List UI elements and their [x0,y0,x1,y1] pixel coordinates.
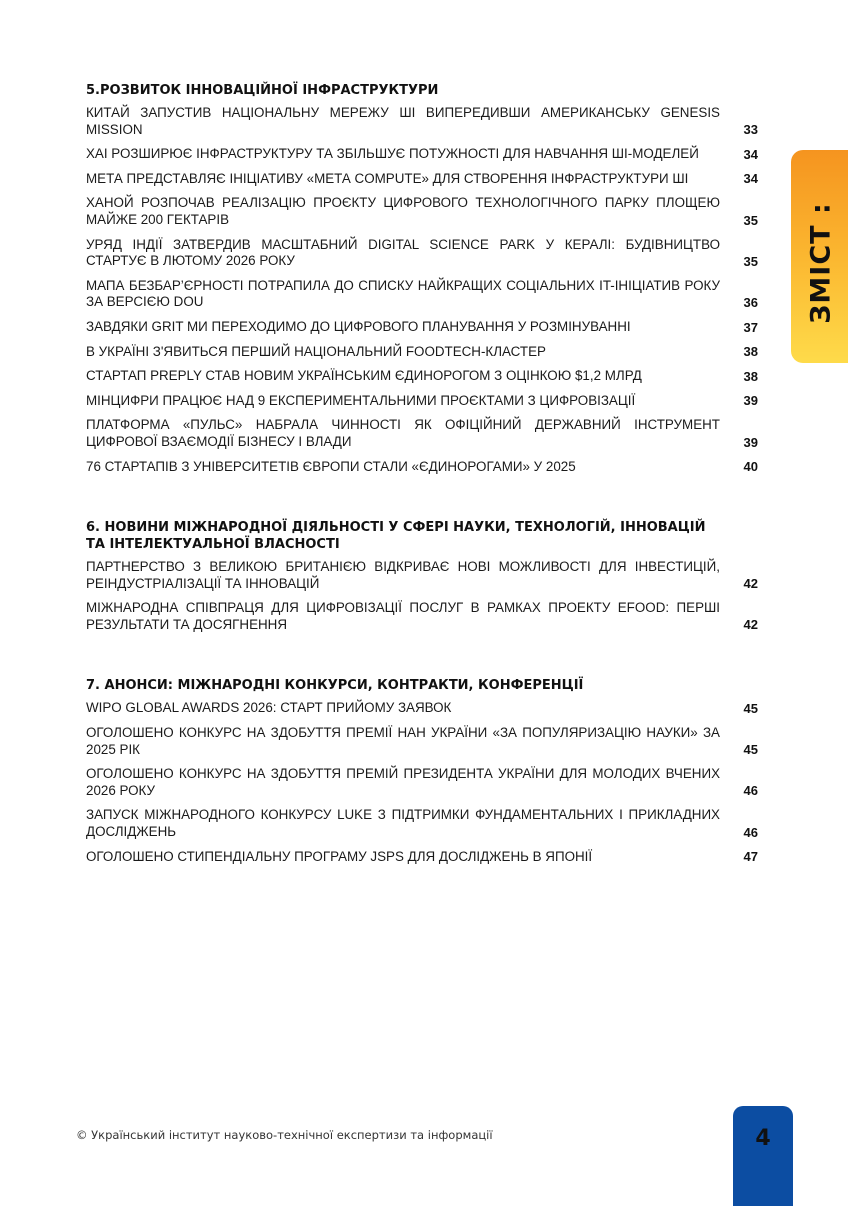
entry-page-number: 40 [743,459,758,475]
toc-entry[interactable] [86,368,758,385]
entry-page-number: 35 [743,253,758,269]
page-number: 4 [755,1126,771,1151]
entry-page-number: 42 [743,617,758,633]
entry-page-number: 33 [743,122,758,138]
entry-title: КИТАЙ ЗАПУСТИВ НАЦІОНАЛЬНУ МЕРЕЖУ ШІ ВИПЕРЕДИВШИ АМЕРИКАНСЬКУ GENESIS MISSION [86,105,720,137]
entry-title: ПАРТНЕРСТВО З ВЕЛИКОЮ БРИТАНІЄЮ ВІДКРИВАЄ НОВІ МОЖЛИВОСТІ ДЛЯ ІНВЕСТИЦІЙ, РЕІНДУСТРІАЛІЗАЦІЇ ТА ІННОВАЦІЙ [86,559,720,591]
toc-entry[interactable] [86,725,758,758]
toc-entry[interactable] [86,700,758,717]
entry-title: ХАІ РОЗШИРЮЄ ІНФРАСТРУКТУРУ ТА ЗБІЛЬШУЄ ПОТУЖНОСТІ ДЛЯ НАВЧАННЯ ШІ-МОДЕЛЕЙ [86,146,699,162]
toc-entry[interactable] [86,393,758,410]
entry-page-number: 34 [743,171,758,187]
page-number-box [733,1106,793,1206]
entry-title: ЗАВДЯКИ GRIT МИ ПЕРЕХОДИМО ДО ЦИФРОВОГО ПЛАНУВАННЯ У РОЗМІНУВАННІ [86,318,631,334]
toc-entry[interactable] [86,237,758,270]
entry-page-number: 36 [743,294,758,310]
entry-title: ЗАПУСК МІЖНАРОДНОГО КОНКУРСУ LUKE З ПІДТРИМКИ ФУНДАМЕНТАЛЬНИХ І ПРИКЛАДНИХ ДОСЛІДЖЕНЬ [86,807,720,840]
toc-entry[interactable] [86,600,758,633]
toc-entry[interactable] [86,195,758,228]
toc-entry[interactable] [86,105,758,138]
footer-copyright: © Український інститут науково-технічної експертизи та інформації [76,1128,493,1142]
entry-page-number: 45 [743,742,758,758]
toc-entry[interactable] [86,807,758,840]
entry-title: СТАРТАП PREPLY СТАВ НОВИМ УКРАЇНСЬКИМ ЄДИНОРОГОМ З ОЦІНКОЮ $1,2 МЛРД [86,368,642,384]
entry-title: МЕТА ПРЕДСТАВЛЯЄ ІНІЦІАТИВУ «МЕТА COMPUTE» ДЛЯ СТВОРЕННЯ ІНФРАСТРУКТУРИ ШІ [86,170,689,186]
entry-title: ПЛАТФОРМА «ПУЛЬС» НАБРАЛА ЧИННОСТІ ЯК ОФІЦІЙНИЙ ДЕРЖАВНИЙ ІНСТРУМЕНТ ЦИФРОВОЇ ВЗАЄМОДІЇ БІЗНЕСУ І ВЛАДИ [86,417,720,449]
toc-section [86,677,758,865]
entry-page-number: 38 [743,368,758,384]
entry-title: ХАНОЙ РОЗПОЧАВ РЕАЛІЗАЦІЮ ПРОЄКТУ ЦИФРОВОГО ТЕХНОЛОГІЧНОГО ПАРКУ ПЛОЩЕЮ МАЙЖЕ 200 ГЕКТАРІВ [86,195,720,227]
toc-entry[interactable] [86,766,758,799]
entry-page-number: 38 [743,344,758,360]
toc-entry[interactable] [86,319,758,336]
section-title: 6. НОВИНИ МІЖНАРОДНОЇ ДІЯЛЬНОСТІ У СФЕРІ НАУКИ, ТЕХНОЛОГІЙ, ІННОВАЦІЙ ТА ІНТЕЛЕКТУАЛЬНОЇ ВЛАСНОСТІ [86,520,706,553]
entry-title: 76 СТАРТАПІВ З УНІВЕРСИТЕТІВ ЄВРОПИ СТАЛИ «ЄДИНОРОГАМИ» У 2025 [86,458,576,474]
toc-section [86,82,758,475]
entry-page-number: 37 [743,319,758,335]
entry-title: ОГОЛОШЕНО СТИПЕНДІАЛЬНУ ПРОГРАМУ JSPS ДЛЯ ДОСЛІДЖЕНЬ В ЯПОНІЇ [86,848,593,864]
toc-entry[interactable] [86,417,758,450]
entry-page-number: 39 [743,434,758,450]
toc-entry[interactable] [86,849,758,866]
toc-entry[interactable] [86,278,758,311]
entry-title: МІНЦИФРИ ПРАЦЮЄ НАД 9 ЕКСПЕРИМЕНТАЛЬНИМИ ПРОЄКТАМИ З ЦИФРОВІЗАЦІЇ [86,392,636,408]
toc-entry[interactable] [86,344,758,361]
entry-title: УРЯД ІНДІЇ ЗАТВЕРДИВ МАСШТАБНИЙ DIGITAL SCIENCE PARK У КЕРАЛІ: БУДІВНИЦТВО СТАРТУЄ В ЛЮТОМУ 2026 РОКУ [86,236,720,269]
section-title: 5.РОЗВИТОК ІННОВАЦІЙНОЇ ІНФРАСТРУКТУРИ [86,83,439,98]
entry-title: ОГОЛОШЕНО КОНКУРС НА ЗДОБУТТЯ ПРЕМІЇ НАН УКРАЇНИ «ЗА ПОПУЛЯРИЗАЦІЮ НАУКИ» ЗА 2025 РІК [86,725,720,757]
entry-title: WIPO GLOBAL AWARDS 2026: СТАРТ ПРИЙОМУ ЗАЯВОК [86,700,452,716]
entry-title: МАПА БЕЗБАР’ЄРНОСТІ ПОТРАПИЛА ДО СПИСКУ НАЙКРАЩИХ СОЦІАЛЬНИХ IT-ІНІЦІАТИВ РОКУ ЗА ВЕРСІЄЮ DOU [86,277,720,310]
entry-page-number: 42 [743,576,758,592]
toc-entry[interactable] [86,171,758,188]
entry-page-number: 46 [743,783,758,799]
toc-entry[interactable] [86,559,758,592]
entry-page-number: 39 [743,393,758,409]
entry-page-number: 34 [743,146,758,162]
entry-title: МІЖНАРОДНА СПІВПРАЦЯ ДЛЯ ЦИФРОВІЗАЦІЇ ПОСЛУГ В РАМКАХ ПРОЕКТУ EFOOD: ПЕРШІ РЕЗУЛЬТАТИ ТА ДОСЯГНЕННЯ [86,600,720,632]
entry-title: В УКРАЇНІ З'ЯВИТЬСЯ ПЕРШИЙ НАЦІОНАЛЬНИЙ FOODTECH-КЛАСТЕР [86,343,546,359]
toc-section [86,519,758,633]
entry-page-number: 47 [743,849,758,865]
entry-title: ОГОЛОШЕНО КОНКУРС НА ЗДОБУТТЯ ПРЕМІЙ ПРЕЗИДЕНТА УКРАЇНИ ДЛЯ МОЛОДИХ ВЧЕНИХ 2026 РОКУ [86,766,720,798]
entry-page-number: 35 [743,212,758,228]
toc-entry[interactable] [86,459,758,476]
entry-page-number: 46 [743,824,758,840]
entry-page-number: 45 [743,701,758,717]
toc-entry[interactable] [86,146,758,163]
contents-tab-label: ЗМІСТ : [805,202,837,324]
section-title: 7. АНОНСИ: МІЖНАРОДНІ КОНКУРСИ, КОНТРАКТИ, КОНФЕРЕНЦІЇ [86,678,584,694]
table-of-contents [86,82,758,909]
